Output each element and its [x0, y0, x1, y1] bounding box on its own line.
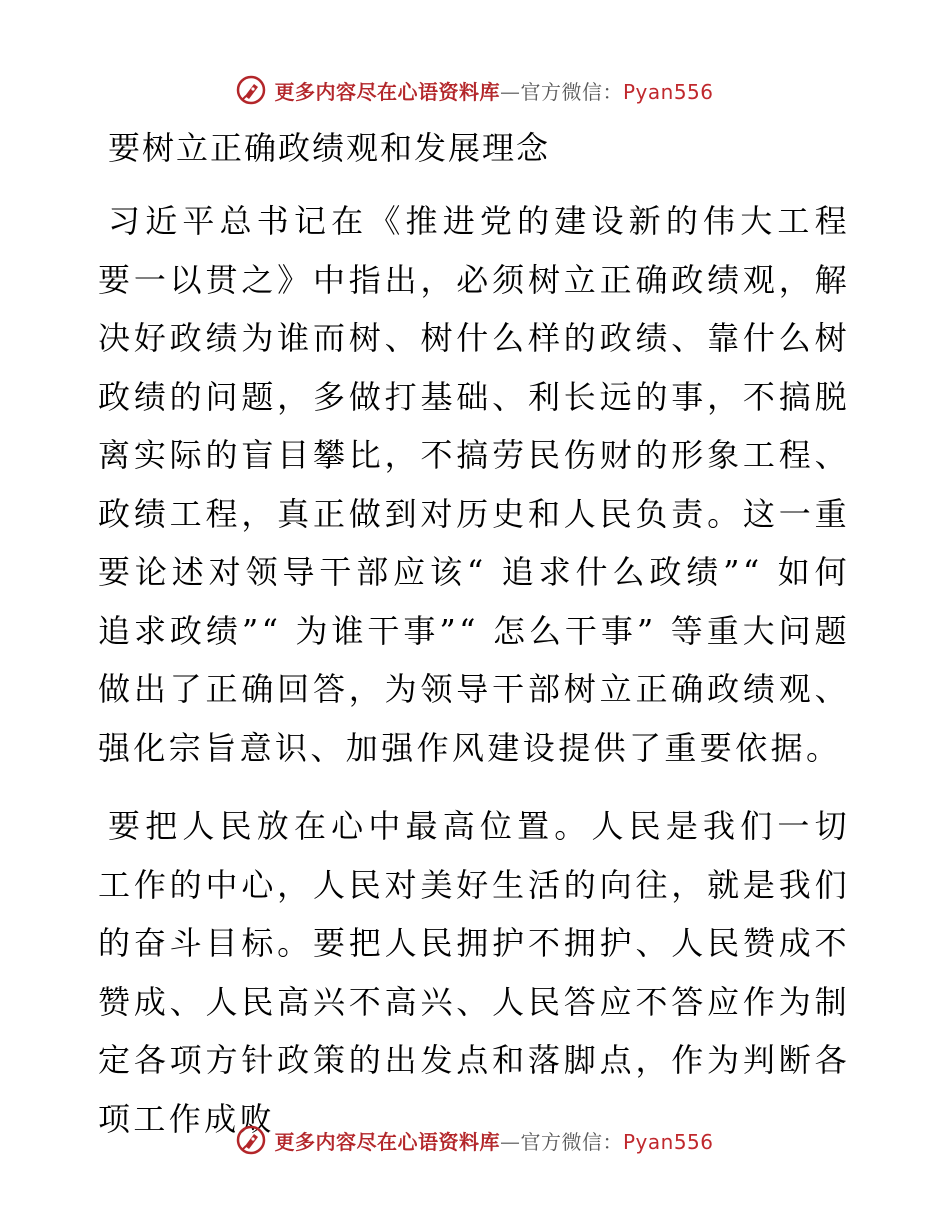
watermark-banner-bottom: [0, 1120, 950, 1160]
watermark-wechat-id: Pyan556: [622, 1129, 714, 1154]
watermark-wechat-label: 官方微信：: [520, 79, 623, 104]
document-body: [98, 118, 850, 1148]
watermark-banner-top: [0, 70, 950, 110]
paragraph-2: 要把人民放在心中最高位置。人民是我们一切工作的中心，人民对美好生活的向往，就是我们的奋斗目标。要把人民拥护不拥护、人民赞成不赞成、人民高兴不高兴、人民答应不答应作为制定各项方针政策的出发点和落脚点，作为判断各项工作成败: [98, 807, 850, 1138]
watermark-brand: 更多内容尽在心语资料库: [274, 1129, 500, 1154]
pen-nib-logo-icon: [236, 1125, 266, 1155]
document-title: 要树立正确政绩观和发展理念: [108, 129, 551, 167]
watermark-brand: 更多内容尽在心语资料库: [274, 79, 500, 104]
watermark-text: [274, 76, 713, 105]
watermark-wechat-id: Pyan556: [622, 79, 714, 104]
paragraph-1: 习近平总书记在《推进党的建设新的伟大工程要一以贯之》中指出，必须树立正确政绩观，解决好政绩为谁而树、树什么样的政绩、靠什么树政绩的问题，多做打基础、利长远的事，不搞脱离实际的盲目攀比，不搞劳民伤财的形象工程、政绩工程，真正做到对历史和人民负责。这一重要论述对领导干部应该“ 追求什么政绩”“ 如何追求政绩”“ 为谁干事”“ 怎么干事” 等重大问题做出了正确回答，为领导干部树立正确政绩观、强化宗旨意识、加强作风建设提供了重要依据。: [98, 202, 850, 767]
watermark-separator: —: [499, 1129, 521, 1154]
watermark-separator: —: [499, 79, 521, 104]
watermark-text: [274, 1126, 713, 1155]
watermark-wechat-label: 官方微信：: [520, 1129, 623, 1154]
pen-nib-logo-icon: [236, 75, 266, 105]
